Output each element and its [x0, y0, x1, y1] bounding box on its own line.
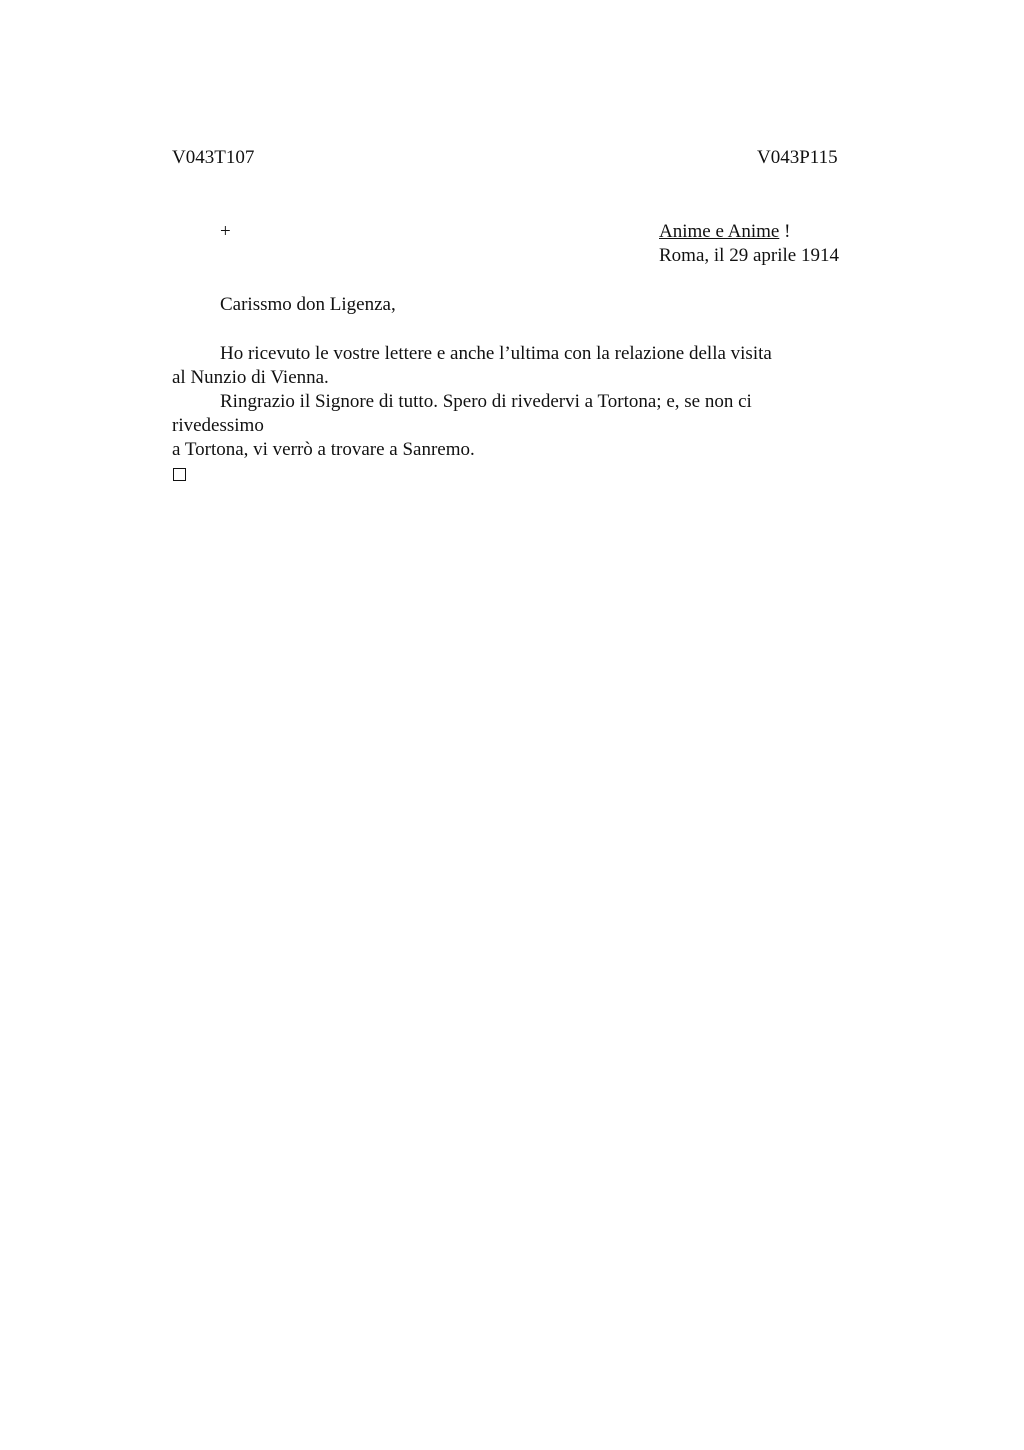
body-line: Ringrazio il Signore di tutto. Spero di rivedervi a Tortona; e, se non ci — [220, 391, 752, 412]
cross-symbol: + — [220, 221, 231, 242]
document-code-right: V043P115 — [757, 147, 838, 168]
document-code-left: V043T107 — [172, 147, 255, 168]
body-line: al Nunzio di Vienna. — [172, 367, 329, 388]
body-line: rivedessimo — [172, 415, 264, 436]
motto — [659, 220, 790, 244]
body-line: Ho ricevuto le vostre lettere e anche l’ultima con la relazione della visita — [220, 343, 772, 364]
body-line: a Tortona, vi verrò a trovare a Sanremo. — [172, 439, 475, 460]
motto-underlined: Anime e Anime — [659, 221, 780, 242]
motto-suffix: ! — [779, 221, 791, 242]
letter-body — [172, 342, 832, 462]
salutation: Carissmo don Ligenza, — [220, 294, 396, 315]
place-date: Roma, il 29 aprile 1914 — [659, 245, 839, 266]
end-mark-box-icon — [173, 468, 186, 481]
